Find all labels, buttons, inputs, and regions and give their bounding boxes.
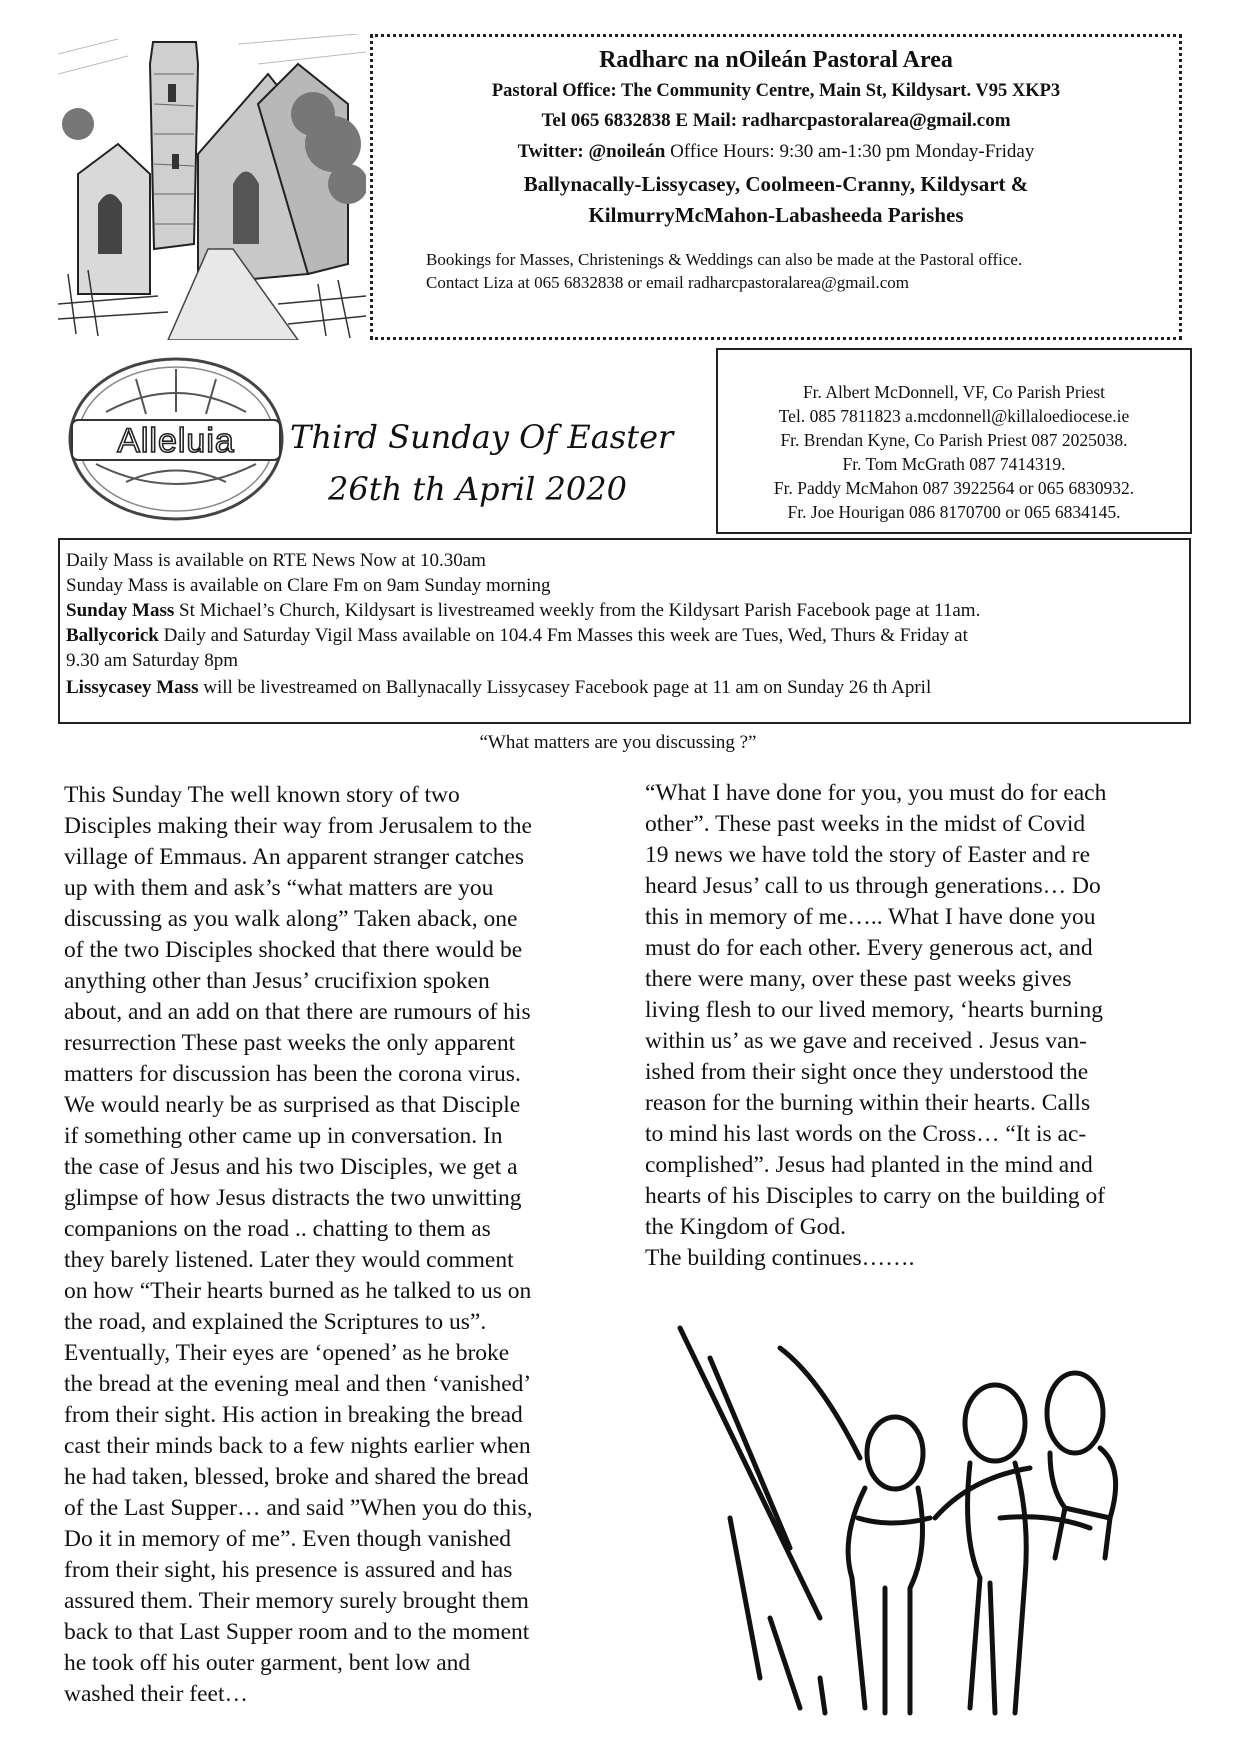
text-line: within us’ as we gave and received . Jesus van- [645,1028,1088,1054]
bookings-note: Bookings for Masses, Christenings & Weddings can also be made at the Pastoral office. [426,250,1023,269]
text-line: resurrection These past weeks the only apparent [64,1030,516,1056]
mass-label: Lissycasey Mass [66,677,199,698]
text-line: companions on the road .. chatting to them as [64,1216,491,1242]
text-line: village of Emmaus. An apparent stranger catches [64,844,525,870]
text-line: the case of Jesus and his two Disciples, we get a [64,1154,518,1180]
priest-line: Tel. 085 7811823 a.mcdonnell@killaloediocese.ie [778,406,1130,426]
mass-detail: Daily and Saturday Vigil Mass available on 104.4 Fm Masses this week are Tues, Wed, Thurs & Friday at [158,625,968,646]
mass-label: Ballycorick [66,625,159,646]
office-hours: Office Hours: 9:30 am-1:30 pm Monday-Friday [665,141,1035,162]
text-line: up with them and ask’s “what matters are you [64,875,494,901]
text-line: the Kingdom of God. [645,1214,847,1240]
text-line: complished”. Jesus had planted in the mind and [645,1152,1093,1178]
reflection-quote: “What matters are you discussing ?” [479,732,757,753]
text-line: he took off his outer garment, bent low and [64,1650,471,1676]
mass-label: Sunday Mass [66,600,175,621]
reflection-left-column [64,780,624,1710]
text-line: must do for each other. Every generous act, and [645,935,1093,961]
text-line: other”. These past weeks in the midst of Covid [645,811,1086,837]
priest-line: Fr. Albert McDonnell, VF, Co Parish Priest [802,382,1106,402]
text-line: 19 news we have told the story of Easter and re [645,842,1091,868]
text-line: the road, and explained the Scriptures to us”. [64,1309,487,1335]
text-line: on how “Their hearts burned as he talked to us on [64,1278,532,1304]
text-line: glimpse of how Jesus distracts the two unwitting [64,1185,522,1211]
text-line: they barely listened. Later they would comment [64,1247,514,1273]
priest-line: Fr. Tom McGrath 087 7414319. [842,454,1066,474]
text-line: reason for the burning within their hearts. Calls [645,1090,1091,1116]
text-line: there were many, over these past weeks gives [645,966,1072,992]
mass-line-ballycorick [66,623,1185,648]
priest-line: Fr. Paddy McMahon 087 3922564 or 065 6830932. [773,478,1135,498]
text-line: Eventually, Their eyes are ‘opened’ as he broke [64,1340,510,1366]
tower-ruin-illustration [58,34,366,340]
text-line: discussing as you walk along” Taken aback, one [64,906,518,932]
mass-schedule-box [58,538,1191,724]
mass-detail: St Michael’s Church, Kildysart is livestreamed weekly from the Kildysart Parish Facebook page at 11am. [174,600,981,621]
text-line: hearts of his Disciples to carry on the building of [645,1183,1106,1209]
priests-contact-box [716,348,1192,534]
text-line: Disciples making their way from Jerusalem to the [64,813,532,839]
mass-line-clare-fm: Sunday Mass is available on Clare Fm on 9am Sunday morning [66,575,551,596]
sunday-title: Third Sunday Of Easter [290,418,674,456]
text-line: assured them. Their memory surely brought them [64,1588,529,1614]
mass-line-rte: Daily Mass is available on RTE News Now at 10.30am [66,550,486,571]
text-line: ished from their sight once they understood the [645,1059,1089,1085]
text-line: back to that Last Supper room and to the moment [64,1619,530,1645]
text-line: he had taken, blessed, broke and shared the bread [64,1464,529,1490]
mass-line-times: 9.30 am Saturday 8pm [66,650,239,671]
text-line: to mind his last words on the Cross… “It is ac- [645,1121,1087,1147]
text-line: the bread at the evening meal and then ‘vanished’ [64,1371,532,1397]
mass-line-sunday [66,598,1185,623]
contact-liza: Contact Liza at 065 6832838 or email radharcpastoralarea@gmail.com [426,273,909,292]
sunday-date: 26th th April 2020 [328,470,627,508]
pastoral-area-title: Radharc na nOileán Pastoral Area [599,47,953,73]
text-line: if something other came up in conversation. In [64,1123,503,1149]
text-line: We would nearly be as surprised as that Disciple [64,1092,521,1118]
reflection-right-column [645,778,1205,1274]
mass-line-lissycasey [66,675,1185,700]
disciples-illustration [670,1318,1150,1718]
text-line: of the two Disciples shocked that there would be [64,937,523,963]
alleluia-logo-text: Alleluia [117,422,235,460]
twitter-handle: Twitter: @noileán [517,141,666,162]
parishes-line-1: Ballynacally-Lissycasey, Coolmeen-Cranny, Kildysart & [523,172,1029,196]
text-line: The building continues……. [645,1245,915,1271]
twitter-office-hours [373,141,1179,163]
alleluia-logo [66,354,286,524]
text-line: Do it in memory of me”. Even though vanished [64,1526,512,1552]
priest-line: Fr. Joe Hourigan 086 8170700 or 065 6834145. [787,502,1121,522]
contact-line: Tel 065 6832838 E Mail: radharcpastoralarea@gmail.com [541,110,1011,131]
text-line: of the Last Supper… and said ”When you do this, [64,1495,533,1521]
parishes-line-2: KilmurryMcMahon-Labasheeda Parishes [588,203,964,227]
pastoral-office-address: Pastoral Office: The Community Centre, Main St, Kildysart. V95 XKP3 [491,81,1061,101]
text-line: about, and an add on that there are rumours of his [64,999,531,1025]
text-line: living flesh to our lived memory, ‘hearts burning [645,997,1103,1023]
mass-detail: will be livestreamed on Ballynacally Lissycasey Facebook page at 11 am on Sunday 26 th April [198,677,932,698]
text-line: washed their feet… [64,1681,249,1707]
text-line: This Sunday The well known story of two [64,782,460,808]
pastoral-area-header [370,34,1182,340]
text-line: cast their minds back to a few nights earlier when [64,1433,531,1459]
priest-line: Fr. Brendan Kyne, Co Parish Priest 087 2025038. [780,430,1128,450]
text-line: “What I have done for you, you must do for each [645,780,1107,806]
text-line: this in memory of me….. What I have done you [645,904,1096,930]
text-line: matters for discussion has been the corona virus. [64,1061,521,1087]
text-line: from their sight. His action in breaking the bread [64,1402,523,1428]
text-line: heard Jesus’ call to us through generations… Do [645,873,1101,899]
text-line: from their sight, his presence is assured and has [64,1557,513,1583]
text-line: anything other than Jesus’ crucifixion spoken [64,968,490,994]
